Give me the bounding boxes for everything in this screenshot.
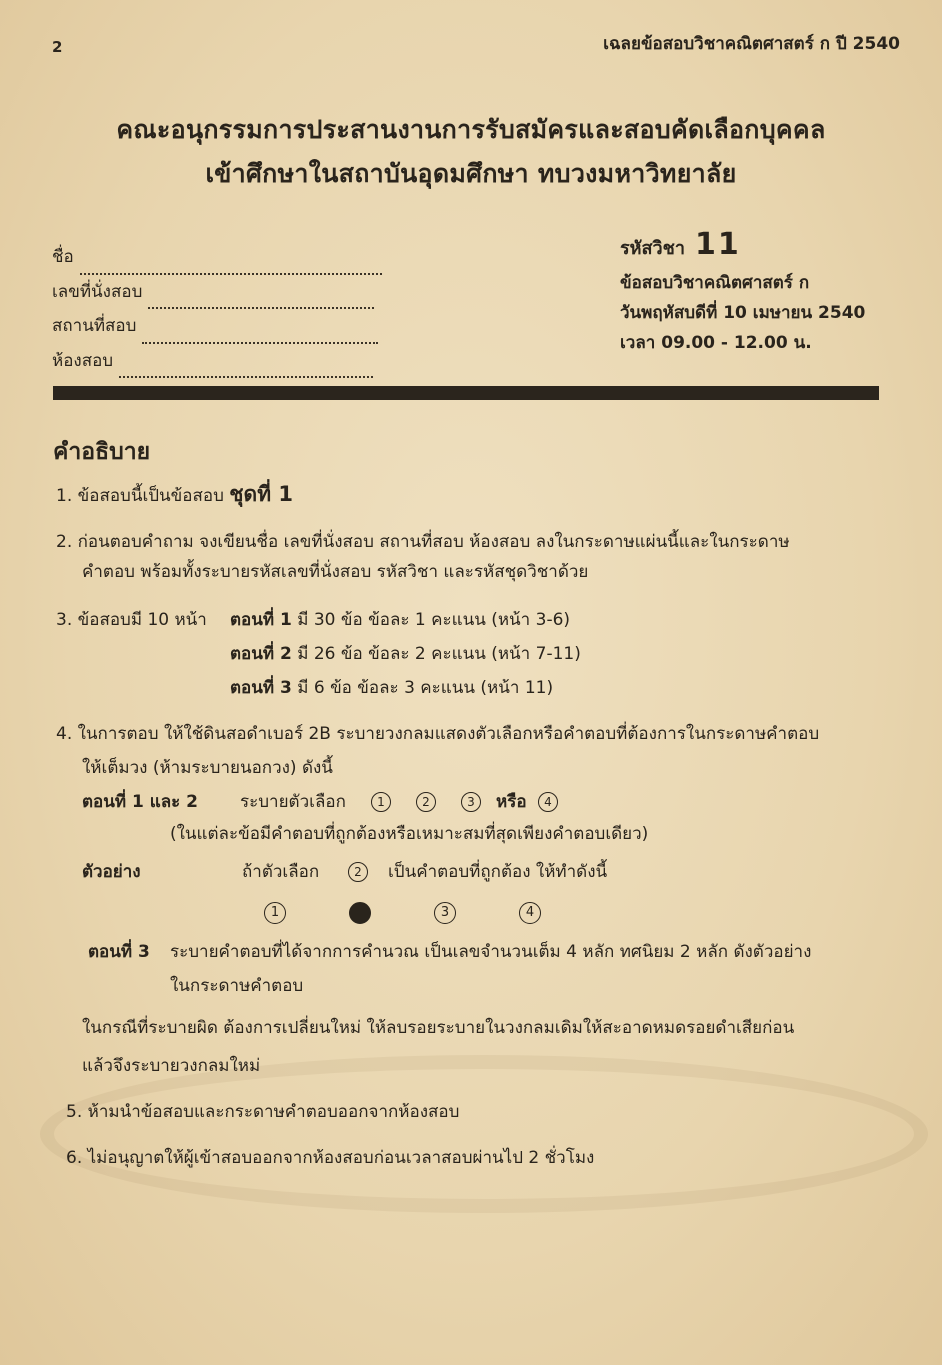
title-line-2: เข้าศึกษาในสถาบันอุดมศึกษา ทบวงมหาวิทยาลัย [205,159,737,188]
part-3-line-1: ระบายคำตอบที่ได้จากการคำนวณ เป็นเลขจำนวนเต็ม 4 หลัก ทศนิยม 2 หลัก ดังตัวอย่าง [170,942,812,962]
example-label: ตัวอย่าง [82,862,141,882]
exam-date: วันพฤหัสบดีที่ 10 เมษายน 2540 [620,303,866,323]
running-head: เฉลยข้อสอบวิชาคณิตศาสตร์ ก ปี 2540 [603,34,900,54]
fill-line[interactable] [142,318,378,344]
fill-line[interactable] [119,352,373,378]
exam-info [620,222,865,358]
example-if: ถ้าตัวเลือก [242,862,320,882]
part-label: ตอนที่ 1 [230,610,292,630]
part-row [230,676,553,700]
instruction-3-prefix: 3. ข้อสอบมี 10 หน้า [56,610,207,630]
title-line-1: คณะอนุกรรมการประสานงานการรับสมัครและสอบคัดเลือกบุคคล [116,115,826,144]
watermark-logo [40,1055,928,1213]
fill-line[interactable] [148,283,374,309]
field-seat-number [52,275,382,310]
single-answer-note: (ในแต่ละข้อมีคำตอบที่ถูกต้องหรือเหมาะสมที่สุดเพียงคำตอบเดียว) [170,824,649,844]
erase-instruction-line-2: แล้วจึงระบายวงกลมใหม่ [82,1056,261,1076]
exam-time: เวลา 09.00 - 12.00 น. [620,333,812,353]
example-choice-bubble: 2 [348,862,368,882]
parts-1-2-label: ตอนที่ 1 และ 2 [82,792,198,812]
example-bubble-1: 1 [264,902,286,924]
title-block [0,108,942,196]
part-label: ตอนที่ 3 [230,678,292,698]
example-then: เป็นคำตอบที่ถูกต้อง ให้ทำดังนี้ [388,862,608,882]
choice-bubble-1: 1 [371,792,391,812]
field-label: เลขที่นั่งสอบ [52,281,143,302]
field-label: สถานที่สอบ [52,316,137,336]
or-text: หรือ [496,792,527,812]
instruction-4-line-2: ให้เต็มวง (ห้ามระบายนอกวง) ดังนี้ [82,758,333,778]
part-label: ตอนที่ 2 [230,644,292,664]
instruction-1-text: 1. ข้อสอบนี้เป็นข้อสอบ [56,486,224,506]
part-row [230,608,570,632]
example-bubble-3: 3 [434,902,456,924]
field-exam-location [52,309,382,344]
page-number: 2 [52,38,63,56]
set-number: ชุดที่ 1 [229,482,293,506]
field-name [52,240,382,275]
subject-code-label: รหัสวิชา [620,238,685,259]
part-detail: มี 30 ข้อ ข้อละ 1 คะแนน (หน้า 3-6) [297,610,571,630]
choice-bubble-2: 2 [416,792,436,812]
instructions-heading: คำอธิบาย [53,439,151,465]
exam-subject: ข้อสอบวิชาคณิตศาสตร์ ก [620,273,810,293]
subject-code [620,222,865,268]
choice-bubble-3: 3 [461,792,481,812]
instruction-2-line-1: 2. ก่อนตอบคำถาม จงเขียนชื่อ เลขที่นั่งสอบ สถานที่สอบ ห้องสอบ ลงในกระดาษแผ่นนี้และในกระดาษ [56,532,790,552]
part-row [230,642,581,666]
example-bubble-4: 4 [519,902,541,924]
instruction-5: 5. ห้ามนำข้อสอบและกระดาษคำตอบออกจากห้องสอบ [66,1102,460,1122]
instruction-1 [56,482,293,508]
choice-bubble-4: 4 [538,792,558,812]
parts-1-2-text: ระบายตัวเลือก [240,792,346,812]
instruction-2-line-2: คำตอบ พร้อมทั้งระบายรหัสเลขที่นั่งสอบ รหัสวิชา และรหัสชุดวิชาด้วย [82,562,589,582]
subject-code-value: 11 [694,227,741,262]
part-3-line-2: ในกระดาษคำตอบ [170,976,304,996]
erase-instruction-line-1: ในกรณีที่ระบายผิด ต้องการเปลี่ยนใหม่ ให้ลบรอยระบายในวงกลมเดิมให้สะอาดหมดรอยดำเสียก่อน [82,1018,795,1038]
instruction-4-line-1: 4. ในการตอบ ให้ใช้ดินสอดำเบอร์ 2B ระบายวงกลมแสดงตัวเลือกหรือคำตอบที่ต้องการในกระดาษคำตอบ [56,724,820,744]
part-detail: มี 26 ข้อ ข้อละ 2 คะแนน (หน้า 7-11) [297,644,581,664]
part-3-label: ตอนที่ 3 [88,942,150,962]
field-label: ชื่อ [52,247,74,267]
divider-bar [53,386,879,400]
candidate-fields [52,240,382,378]
field-label: ห้องสอบ [52,350,114,371]
field-exam-room [52,344,382,379]
part-detail: มี 6 ข้อ ข้อละ 3 คะแนน (หน้า 11) [297,678,554,698]
example-bubble-filled [349,902,371,924]
instruction-6: 6. ไม่อนุญาตให้ผู้เข้าสอบออกจากห้องสอบก่อนเวลาสอบผ่านไป 2 ชั่วโมง [66,1148,595,1168]
fill-line[interactable] [80,249,382,275]
